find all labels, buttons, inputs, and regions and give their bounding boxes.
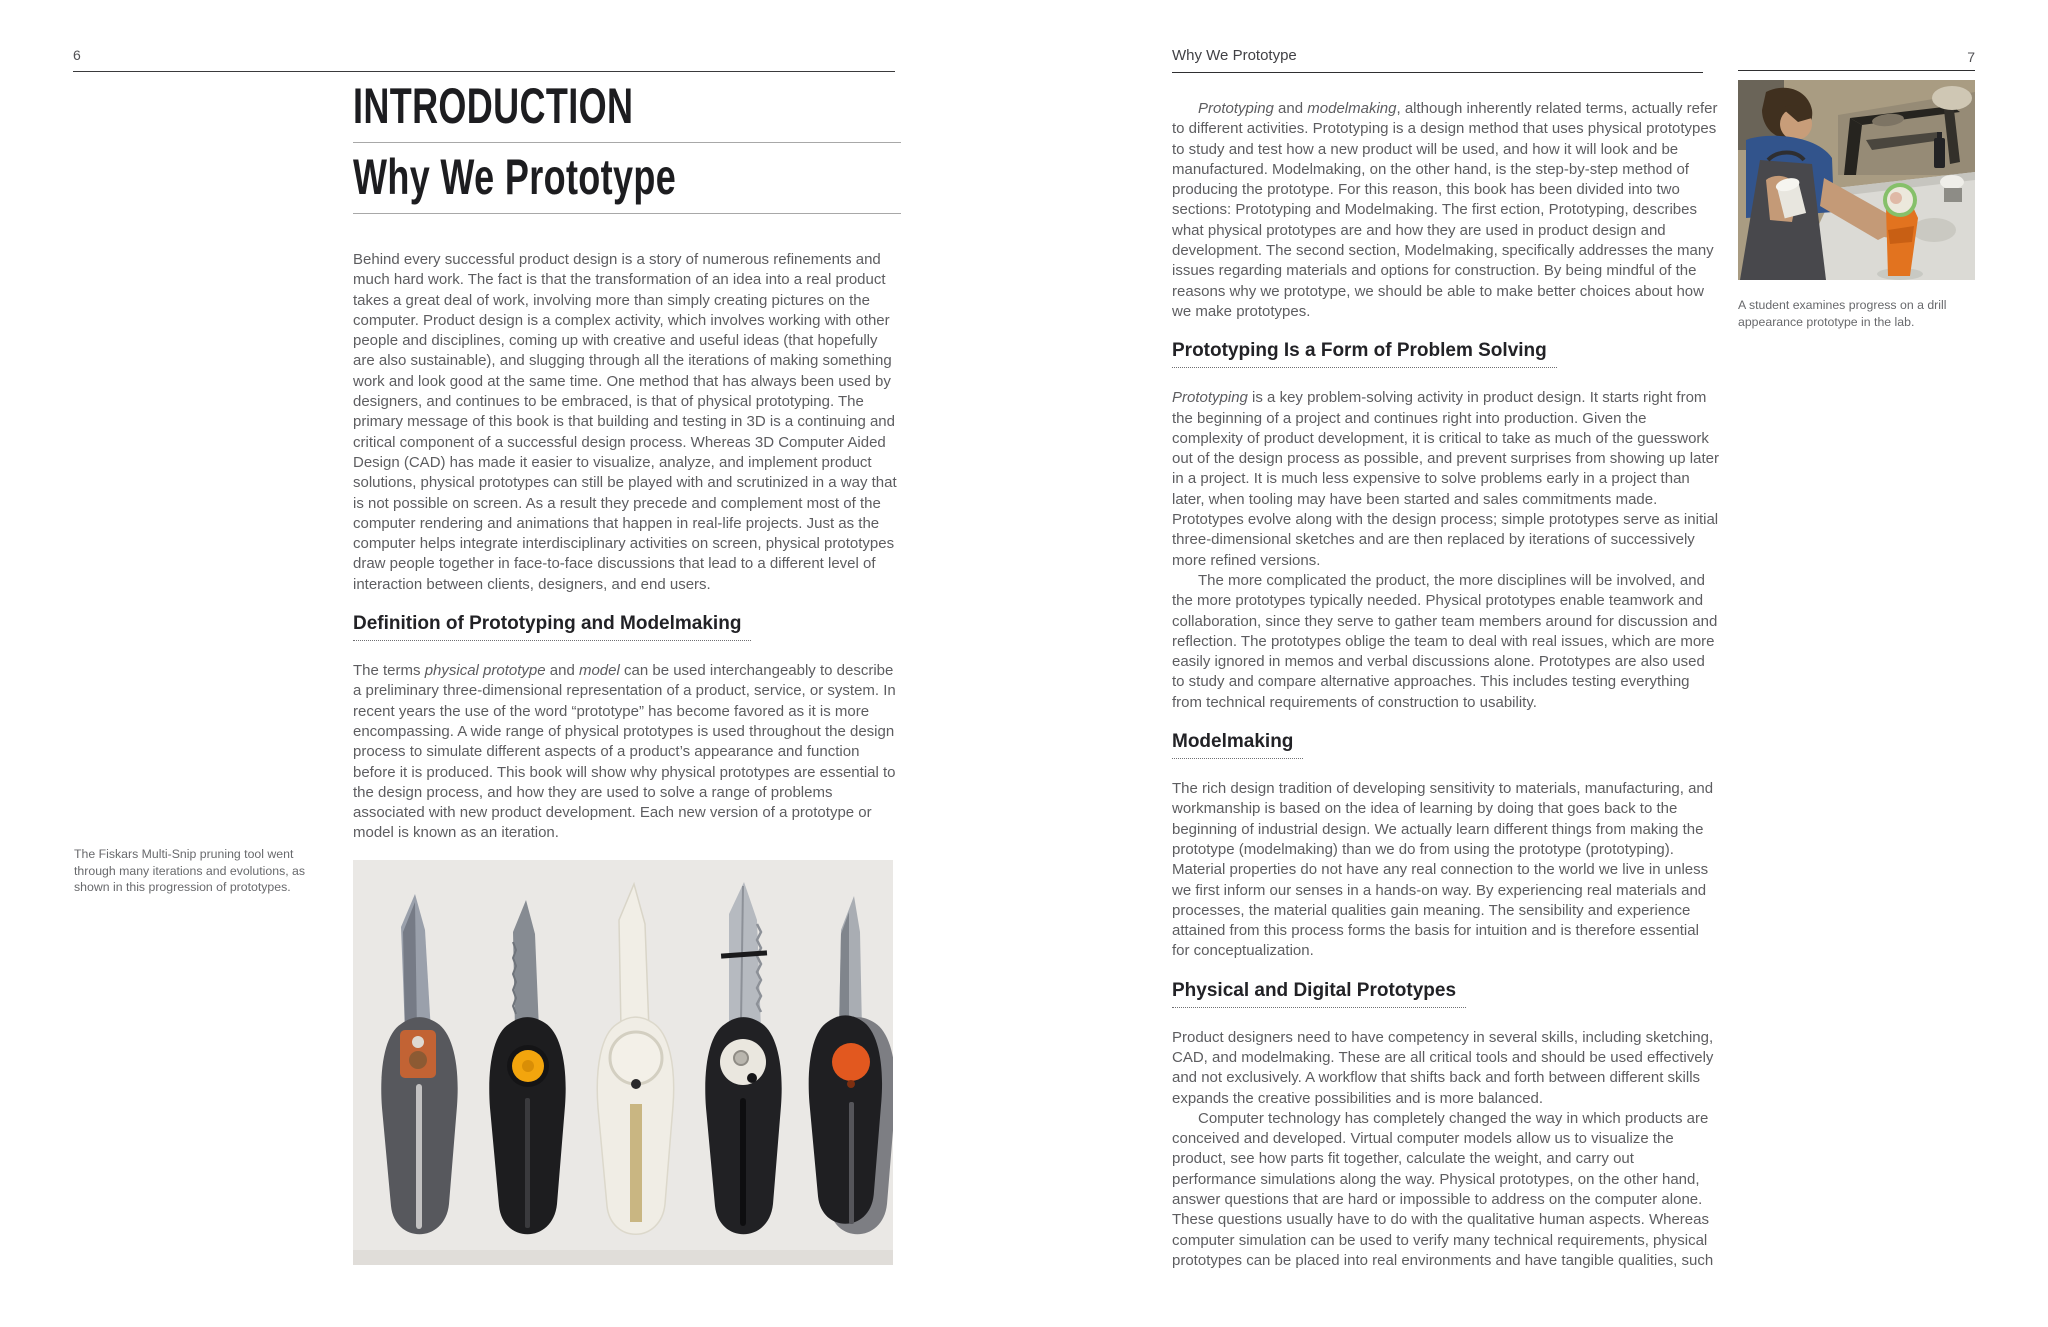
right-page-header-rule — [1738, 47, 1975, 71]
physical-digital-paragraph-2: Computer technology has completely changed the way in which products are conceived and developed. Virtual computer models allow us to visualize the product, see how parts fit together, calculate the weight, and carry out performance simulations along the way. Physical prototypes, on the other hand, answer questions that are hard or impossible to address on the computer alone. These questions usually have to do with the qualitative human aspects. Whereas computer simulation can be used to verify many technical requirements, physical prototypes can be placed into real environments and have tangible qualities, such — [1172, 1109, 1714, 1269]
chapter-title: Why We Prototype — [353, 149, 677, 205]
modelmaking-paragraph: The rich design tradition of developing sensitivity to materials, manufacturing, and workmanship is based on the idea of learning by doing that goes back to the beginning of industrial design. We actually learn different things from making the prototype (modelmaking) than we do from using the prototype (prototyping). Material properties do not have any real connection to the world we live in unless we first inform our senses in a hands-on way. By experiencing real materials and processes, the material qualities gain meaning. The sensibility and experience attained from this process forms the basis for intuition and is therefore essential for conceptualization. — [1172, 780, 1714, 960]
left-page-main-column — [353, 80, 901, 1270]
physical-digital-paragraph-1: Product designers need to have competency in several skills, including sketching, CAD, and modelmaking. These are all critical tools and should be used effectively and not exclusively. A workflow that shifts back and forth between different skills expands the creative possibilities and is more balanced. — [1172, 1028, 1714, 1107]
student-photo-image — [1738, 80, 1975, 280]
section-heading-physical-digital: Physical and Digital Prototypes — [1172, 980, 1466, 1008]
student-photo-figure — [1738, 71, 1975, 285]
student-photo-caption: A student examines progress on a drill appearance prototype in the lab. — [1738, 298, 1947, 329]
section-heading-definition: Definition of Prototyping and Modelmaking — [353, 613, 751, 641]
section-heading-modelmaking: Modelmaking — [1172, 731, 1303, 759]
running-head: Why We Prototype — [1172, 47, 1703, 73]
right-page-number: 7 — [1967, 49, 1975, 65]
scissors-figure-caption: The Fiskars Multi-Snip pruning tool went through many iterations and evolutions, as shown in this progression of prototypes. — [74, 847, 306, 894]
section-heading-problem-solving: Prototyping Is a Form of Problem Solving — [1172, 340, 1557, 368]
right-page-sidebar — [1738, 47, 1975, 330]
definition-paragraph: The terms physical prototype and model can be used interchangeably to describe a preliminary three-dimensional representation of a product, service, or system. In recent years the use of the word “prototype” has become favored as it is more encompassing. A wide range of physical prototypes is used throughout the design process to simulate different aspects of a product’s appearance and function before it is produced. This book will show why physical prototypes are essential to the design process, and how they are used to solve a range of problems associated with new product development. Each new version of a prototype or model is known as an iteration. — [353, 662, 896, 842]
opening-paragraph: Prototyping and modelmaking, although inherently related terms, actually refer to different activities. Prototyping is a design method that uses physical prototypes to study and test how a new product will be used, and how it will look and be manufactured. Modelmaking, on the other hand, is the step-by-step method of producing the prototype. For this reason, this book has been divided into two sections: Prototyping and Modelmaking. The first ection, Prototyping, describes what physical prototypes are and how they are used in product design and development. The second section, Modelmaking, specifically addresses the many issues regarding materials and options for construction. By being mindful of the reasons why we prototype, we should be able to make better choices about how we make prototypes. — [1172, 100, 1718, 320]
scissors-prototypes-figure — [353, 860, 901, 1270]
chapter-title-block — [353, 143, 901, 214]
chapter-kicker-block — [353, 80, 901, 143]
problem-solving-paragraph-2: The more complicated the product, the more disciplines will be involved, and the more prototypes typically needed. Physical prototypes enable teamwork and collaboration, since they serve to gather team members around for discussion and reflection. The prototypes oblige the team to deal with real issues, which are more easily ignored in memos and verbal discussions alone. Prototypes are also used to study and compare alternative approaches. This includes testing everything from technical requirements of construction to usability. — [1172, 571, 1718, 711]
problem-solving-paragraph-1: Prototyping is a key problem-solving activity in product design. It starts right from the beginning of a project and continues right into production. Given the complexity of product development, it is critical to take as much of the guesswork out of the design process as possible, and prevent surprises from showing up later in a project. It is much less expensive to solve problems early in a project than later, when tooling may have been started and sales commitments made. Prototypes evolve along with the design process; simple prototypes serve as initial three-dimensional sketches and are then replaced by iterations of successively more refined versions. — [1172, 389, 1719, 569]
left-page-number: 6 — [73, 47, 81, 63]
right-page-main-column — [1172, 47, 1720, 1271]
scissors-prototypes-image — [353, 860, 893, 1265]
chapter-kicker: INTRODUCTION — [353, 78, 634, 134]
left-page-header-rule — [73, 47, 895, 72]
intro-paragraph: Behind every successful product design is a story of numerous refinements and much hard work. The fact is that the transformation of an idea into a real product takes a great deal of work, involving more than simply creating pictures on the computer. Product design is a complex activity, which involves working with other people and disciplines, coming up with creative and useful ideas (that hopefully are also sustainable), and slugging through all the iterations of making something work and look good at the same time. One method that has always been used by designers, and continues to be embraced, is that of physical prototyping. The primary message of this book is that building and testing in 3D is a continuing and critical component of a successful design process. Whereas 3D Computer Aided Design (CAD) has made it easier to visualize, analyze, and implement product solutions, physical prototypes can still be played with and scrutinized in a way that is not possible on screen. As a result they precede and complement most of the computer rendering and animations that happen in real-life projects. Just as the computer helps integrate interdisciplinary activities on screen, physical prototypes draw people together in face-to-face discussions that lead to a different level of interaction between clients, designers, and end users. — [353, 251, 897, 593]
